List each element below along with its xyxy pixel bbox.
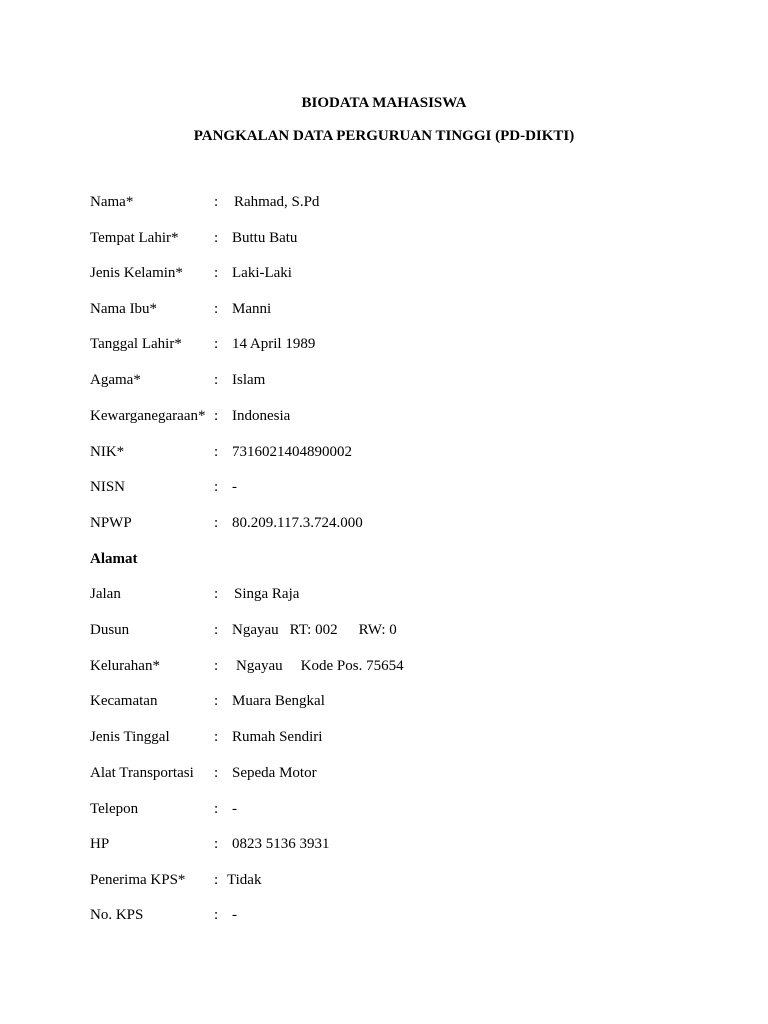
field-label: Nama Ibu* [90,301,158,317]
field-label: Kecamatan [90,693,158,709]
field-value: Muara Bengkal [232,693,325,709]
field-label: Jenis Kelamin* [90,265,183,281]
field-separator: : [214,515,219,531]
field-value: - [232,479,237,495]
field-label: Telepon [90,801,139,817]
field-label: Penerima KPS* [90,872,186,888]
field-separator: : [214,872,219,888]
field-value: - [232,801,237,817]
field-value [236,656,404,676]
kode-pos-value: Kode Pos. 75654 [300,658,404,674]
rt-value: RT: 002 [289,622,338,638]
document-title: BIODATA MAHASISWA [301,95,467,111]
field-label: Nama* [90,194,134,210]
field-value: Rumah Sendiri [232,729,323,745]
field-separator: : [214,765,219,781]
field-separator: : [214,586,219,602]
field-label: Jalan [90,586,121,602]
field-value: Manni [232,301,272,317]
field-value: Sepeda Motor [232,765,317,781]
field-separator: : [214,836,219,852]
field-label: Tanggal Lahir* [90,336,182,352]
field-value [232,620,397,640]
field-value: Singa Raja [234,586,300,602]
field-separator: : [214,801,219,817]
document-subtitle: PANGKALAN DATA PERGURUAN TINGGI (PD-DIKTI) [193,128,575,144]
field-value: Laki-Laki [232,265,292,281]
field-separator: : [214,444,219,460]
field-separator: : [214,265,219,281]
field-value: Buttu Batu [232,230,298,246]
field-label: Jenis Tinggal [90,729,170,745]
field-label: No. KPS [90,907,144,923]
field-separator: : [214,230,219,246]
field-label: Tempat Lahir* [90,230,179,246]
field-label: NPWP [90,515,132,531]
field-separator: : [214,729,219,745]
field-label: Kelurahan* [90,658,160,674]
kelurahan-name: Ngayau [236,658,283,674]
field-value: 14 April 1989 [232,336,316,352]
field-value: 7316021404890002 [232,444,352,460]
field-label: NISN [90,479,126,495]
field-value: Islam [232,372,266,388]
field-separator: : [214,408,219,424]
field-separator: : [214,479,219,495]
field-separator: : [214,907,219,923]
field-separator: : [214,372,219,388]
field-label: Kewarganegaraan* [90,408,206,424]
field-separator: : [214,336,219,352]
field-label: NIK* [90,444,125,460]
field-value: Rahmad, S.Pd [234,194,320,210]
field-separator: : [214,194,219,210]
field-label: Alat Transportasi [90,765,194,781]
field-value: Indonesia [232,408,291,424]
field-separator: : [214,622,219,638]
field-separator: : [214,693,219,709]
field-label: Dusun [90,622,130,638]
field-value: Tidak [227,872,262,888]
field-value: 80.209.117.3.724.000 [232,515,363,531]
field-separator: : [214,301,219,317]
section-heading-alamat: Alamat [90,551,138,567]
dusun-name: Ngayau [232,622,279,638]
field-label: Agama* [90,372,141,388]
rw-value: RW: 0 [358,622,397,638]
field-value: 0823 5136 3931 [232,836,330,852]
field-separator: : [214,658,219,674]
field-label: HP [90,836,110,852]
field-value: - [232,907,237,923]
